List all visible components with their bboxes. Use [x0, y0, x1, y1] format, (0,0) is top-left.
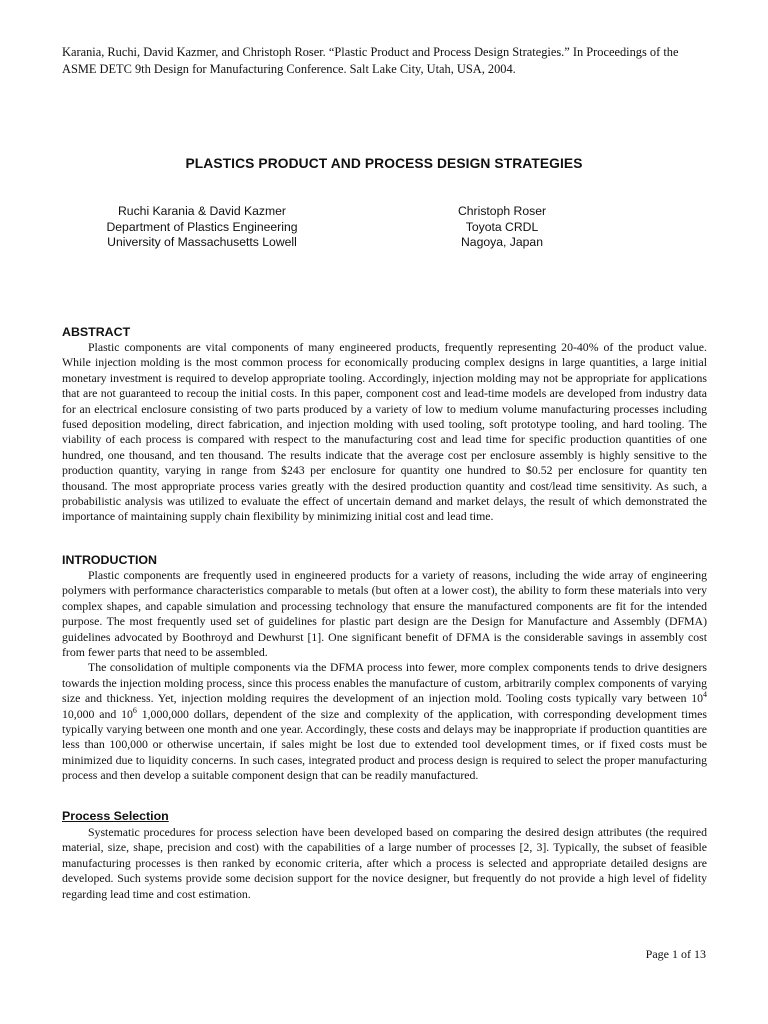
para2-part-c: 1,000,000 dollars, dependent of the size and complexity of the application, with corresponding development times typically varying between one month and one year. Accordingly, these costs and delays may be inappropriate if production quantities are less than 100,000 or otherwise uncertain, if sales might be lost due to extended tool development times, or if fixed costs must be minimized due to liquidity concerns. In such cases, integrated product and process design is required to select the proper manufacturing process and then develop a suitable component design that can be readily manufactured.: [62, 706, 707, 783]
process-selection-paragraph: Systematic procedures for process selection have been developed based on comparing the desired design attributes (the required material, size, shape, precision and cost) with the capabilities of a large number of processes [2, 3]. Typically, the subset of feasible manufacturing processes is then ranked by economic criteria, after which a process is selected and appropriate detailed designs are developed. Such systems provide some decision support for the novice designer, but frequently do not provide a high level of fidelity regarding lead time and cost estimation.: [62, 825, 707, 901]
page-number: Page 1 of 13: [645, 947, 706, 961]
abstract-heading: ABSTRACT: [62, 325, 131, 339]
paper-title: PLASTICS PRODUCT AND PROCESS DESIGN STRATEGIES: [185, 156, 583, 171]
citation-header: Karania, Ruchi, David Kazmer, and Christoph Roser. “Plastic Product and Process Design Strategies.” In Proceedings of the ASME DETC 9th Design for Manufacturing Conference. Salt Lake City, Utah, USA, 2004.: [62, 45, 679, 76]
introduction-heading: INTRODUCTION: [62, 553, 157, 567]
para2-part-b: 10,000 and 10: [62, 706, 133, 721]
author-institution: University of Massachusetts Lowell: [107, 235, 297, 249]
process-selection-body: [62, 825, 707, 902]
superscript-exponent: 4: [703, 690, 707, 700]
author-names: Christoph Roser: [457, 204, 547, 218]
superscript-exponent: 6: [132, 705, 137, 715]
author-block-left: [92, 204, 312, 251]
author-names: Ruchi Karania & David Kazmer: [118, 204, 286, 218]
author-block-right: [392, 204, 612, 251]
process-selection-heading: Process Selection: [62, 809, 169, 823]
author-institution: Nagoya, Japan: [461, 235, 543, 249]
introduction-body: [62, 568, 707, 784]
para2-part-a: The consolidation of multiple components via the DFMA process into fewer, more complex components tends to drive designers towards the injection molding process, since this process enables the manufacture of custom, arbitrarily complex components of varying size and thickness. Yet, injection molding requires the development of an injection mold. Tooling costs typically vary between 10: [62, 660, 707, 706]
abstract-paragraph: Plastic components are vital components of many engineered products, frequently representing 20-40% of the product value. While injection molding is the most common process for economically producing complex designs in large quantities, a large initial monetary investment is required to develop appropriate tooling. Accordingly, injection molding may not be appropriate for applications that are not guaranteed to recoup the initial costs. In this paper, component cost and lead-time models are developed from industry data for an electrical enclosure consisting of two parts produced by a variety of low to medium volume manufacturing processes including fused deposition modeling, direct fabrication, and injection molding with used tooling, soft prototype tooling, and hard tooling. The viability of each process is compared with respect to the manufacturing cost and lead time for specific production quantities of one hundred, one thousand, and ten thousand. The results indicate that the average cost per enclosure assembly is highly sensitive to the production quantity, varying in range from $243 per enclosure for quantity one hundred to $0.52 per enclosure for quantity ten thousand. The most appropriate process varies greatly with the desired production quantity and cost/lead time sensitivity. As such, a probabilistic analysis was utilized to evaluate the effect of uncertain demand and market delays, the result of which demonstrated the importance of maintaining supply chain flexibility by minimizing initial cost and lead time.: [62, 340, 707, 524]
introduction-paragraph-2: [62, 660, 707, 783]
author-department: Department of Plastics Engineering: [106, 219, 298, 234]
introduction-paragraph-1: Plastic components are frequently used in engineered products for a variety of reasons, including the wide array of engineering polymers with performance characteristics comparable to metals (but often at a lower cost), the ability to form these materials into very complex shapes, and capable simulation and processing technology that ensure the manufactured components are fit for the intended purpose. The most frequently used set of guidelines for plastic part design are the Design for Manufacture and Assembly (DFMA) guidelines advocated by Boothroyd and Dewhurst [1]. One significant benefit of DFMA is the considerable savings in assembly cost from fewer parts that need to be assembled.: [62, 568, 707, 660]
abstract-body: [62, 340, 707, 525]
author-department: Toyota CRDL: [465, 219, 539, 234]
